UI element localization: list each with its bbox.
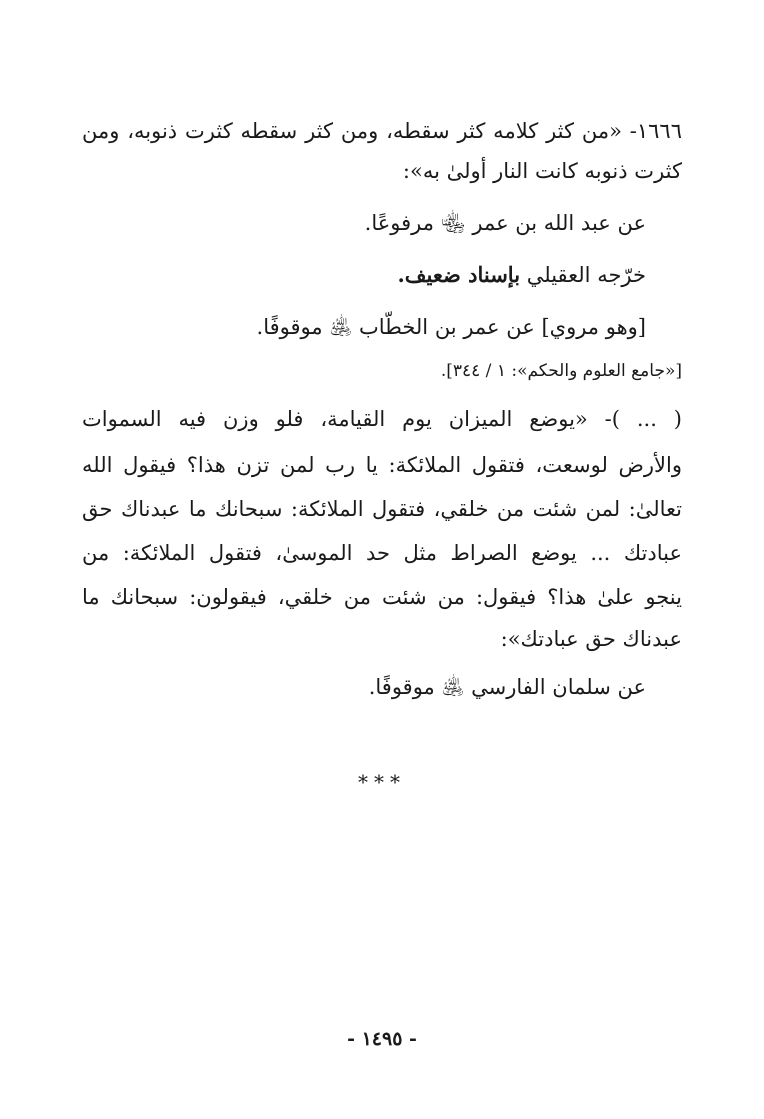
page-number: - ١٤٩٥ - bbox=[347, 1028, 417, 1050]
section-separator: *** bbox=[358, 770, 406, 794]
grading-bold: بإسناد ضعيف. bbox=[397, 262, 521, 287]
hadith-2-line-6: عبدناك حق عبادتك»: bbox=[500, 627, 682, 651]
hadith-2-line-3: تعالىٰ: لمن شئت من خلقي، فتقول الملائكة: سبحانك ما عبدناك حق bbox=[82, 497, 682, 521]
hadith-2-line-5: ينجو علىٰ هذا؟ فيقول: من شئت من خلقي، فيقولون: سبحانك ما bbox=[82, 585, 682, 609]
hadith-2-line-1: ( ... )- «يوضع الميزان يوم القيامة، فلو وزن فيه السموات bbox=[82, 407, 682, 431]
hadith-1666-line-1: ١٦٦٦- «من كثر كلامه كثر سقطه، ومن كثر سقطه كثرت ذنوبه، ومن bbox=[82, 119, 682, 143]
hadith-2-line-2: والأرض لوسعت، فتقول الملائكة: يا رب لمن تزن هذا؟ فيقول الله bbox=[82, 453, 682, 477]
grading-prefix: خرّجه العقيلي bbox=[526, 263, 646, 287]
hadith-2-line-4: عبادتك ... يوضع الصراط مثل حد الموسىٰ، فتقول الملائكة: من bbox=[82, 541, 682, 565]
hadith-1666-grading bbox=[397, 260, 646, 290]
hadith-1666-reference: [«جامع العلوم والحكم»: ١ / ٣٤٤]. bbox=[440, 361, 682, 381]
hadith-1666-line-2: كثرت ذنوبه كانت النار أولىٰ به»: bbox=[402, 159, 682, 183]
hadith-1666-mawquf: [وهو مروي] عن عمر بن الخطّاب ﵁ موقوفًا. bbox=[256, 315, 646, 339]
hadith-1666-narrator: عن عبد الله بن عمر ﵄ مرفوعًا. bbox=[364, 211, 646, 235]
hadith-2-narrator: عن سلمان الفارسي ﵁ موقوفًا. bbox=[368, 675, 646, 699]
